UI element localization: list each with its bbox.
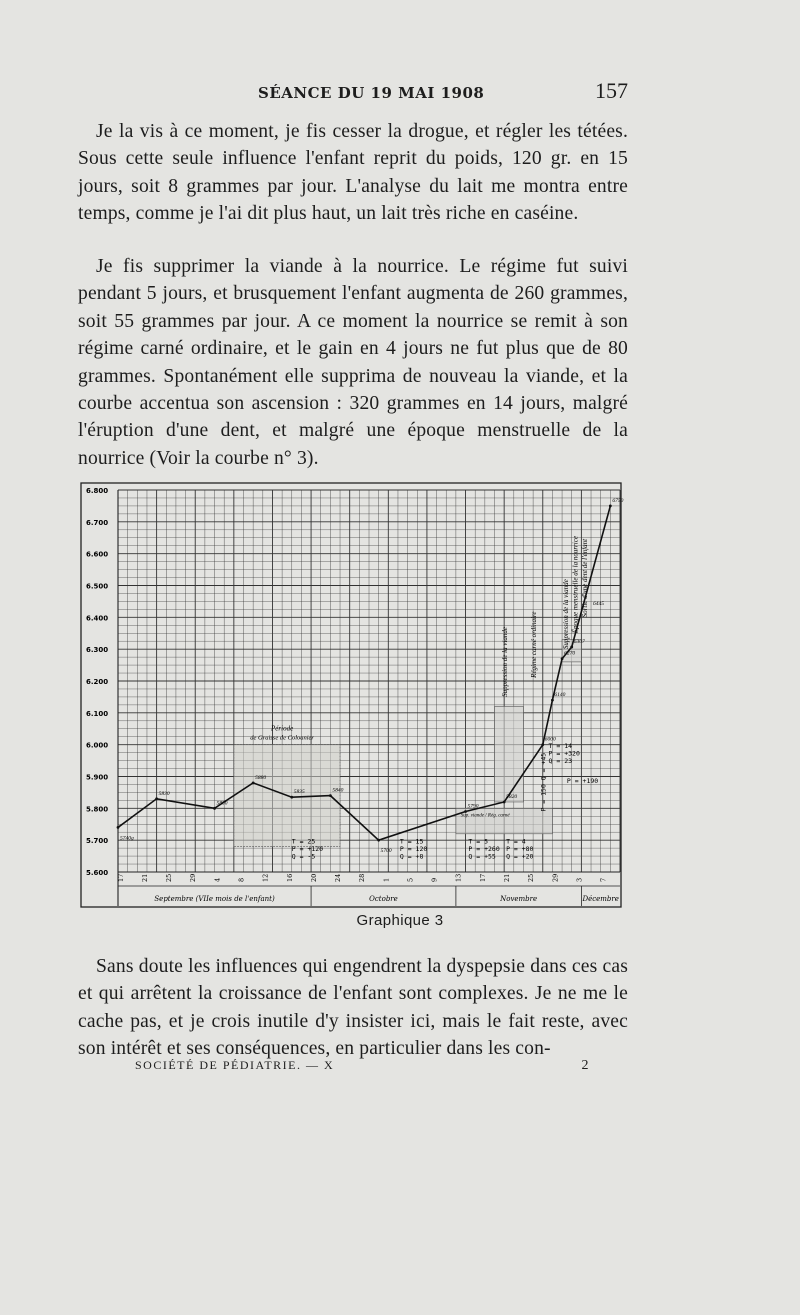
data-point (541, 743, 544, 746)
stats-box-e: P = +320 (548, 749, 580, 758)
period-label-2: de Graisse de Coloanier (250, 734, 314, 742)
x-day-label: 16 (285, 873, 294, 882)
paragraph-2: Je fis supprimer la viande à la nourrice. Le régime fut suivi pendant 5 jours, et brusquement l'enfant augmenta de 260 grammes, soit 55 grammes par jour. A ce moment la nourrice se remit à son régime carné ordinaire, et le gain en 4 jours ne fut plus que de 80 grammes. Spontanément elle supprima de nouveau la viande, et la courbe accentua son ascension : 320 grammes en 14 jours, malgré l'éruption d'une dent, et malgré une époque menstruelle de la nourrice (Voir la courbe n° 3). (78, 256, 628, 469)
data-point (377, 839, 380, 842)
month-label: Décembre (582, 895, 619, 903)
data-label: 5740g (120, 835, 134, 842)
annotation-menstrual: Époque menstruelle de la nourrice (571, 536, 580, 634)
y-tick-label: 6.800 (86, 487, 109, 495)
stats-box-a: T = 25 (291, 837, 316, 846)
y-tick-label: 6.200 (86, 678, 109, 686)
running-title: SÉANCE DU 19 MAI 1908 (258, 84, 485, 102)
x-day-label: 13 (454, 873, 463, 882)
data-point (503, 801, 506, 804)
data-point (213, 807, 216, 810)
y-tick-label: 6.100 (86, 709, 109, 718)
x-day-label: 29 (551, 873, 560, 882)
stats-box-e: T = 14 (548, 741, 573, 750)
stats-box-g: P = +190 (566, 776, 599, 785)
y-tick-label: 5.800 (86, 805, 109, 814)
stats-box-c: P = +260 (468, 844, 500, 853)
page-footer (135, 1058, 590, 1073)
data-point (290, 796, 293, 799)
y-tick-label: 6.700 (86, 518, 109, 527)
small-band-box (456, 808, 553, 833)
x-day-label: 8 (237, 877, 246, 882)
x-day-label: 7 (599, 877, 608, 882)
x-day-label: 24 (334, 873, 343, 882)
data-label: 5880 (255, 774, 267, 781)
stats-box-a: P = +120 (291, 844, 324, 853)
data-label: 5830 (158, 790, 170, 797)
data-label: 6307 (573, 638, 585, 645)
data-label: 6750 (612, 497, 624, 504)
month-label: Octobre (369, 895, 398, 903)
x-day-label: 9 (430, 877, 439, 882)
stats-box-c: T = 5 (468, 837, 489, 846)
sheet-number: 2 (581, 1058, 590, 1073)
data-point (551, 699, 554, 702)
annotation-suppression-2: Suppression de la viande (561, 579, 570, 650)
data-point (155, 797, 158, 800)
data-label: 6140 (554, 692, 566, 699)
data-label: 5800 (216, 800, 228, 807)
stats-box-f: P = 150 Q = +45 (539, 752, 548, 812)
annotation-tooth: Sortie d'une dent de l'enfant (581, 538, 590, 618)
period-label-1: Période (271, 724, 294, 733)
x-day-label: 21 (502, 873, 511, 882)
data-point (570, 646, 573, 649)
y-tick-label: 6.600 (86, 550, 109, 559)
data-point (609, 505, 612, 508)
stats-box-b: P = 120 (399, 844, 428, 853)
x-day-label: 1 (382, 877, 391, 882)
y-tick-label: 5.600 (86, 869, 109, 877)
data-label: 5835 (293, 789, 305, 796)
x-day-label: 12 (261, 873, 270, 882)
x-day-label: 17 (478, 873, 487, 882)
paragraph-3: Sans doute les influences qui engendrent la dyspepsie dans ces cas et qui arrêtent la croissance de l'enfant sont complexes. Je ne me le cache pas, et je crois inutile d'y insister ici, mais le fait reste, avec son intérêt et ses conséquences, en particulier dans les con- (78, 956, 628, 1060)
weight-chart-svg (80, 482, 622, 910)
data-label: 5820 (506, 793, 518, 800)
data-point (464, 810, 467, 813)
stats-box-d: P = +80 (506, 844, 534, 853)
x-day-label: 29 (189, 873, 198, 882)
data-label: 6445 (593, 601, 605, 608)
x-day-label: 28 (358, 873, 367, 882)
data-point (252, 781, 255, 784)
x-day-label: 25 (527, 873, 536, 882)
paragraph-1: Je la vis à ce moment, je fis cesser la drogue, et régler les tétées. Sous cette seule influence l'enfant reprit du poids, 120 gr. en 15 jours, soit 8 grammes par jour. L'analyse du lait me montra entre temps, comme je l'ai dit plus haut, un lait très riche en caséine. (78, 121, 628, 225)
stats-box-b: Q = +8 (399, 852, 424, 861)
data-point (329, 794, 332, 797)
x-day-label: 20 (309, 873, 318, 882)
y-tick-label: 6.000 (86, 741, 109, 750)
figure-caption: Graphique 3 (356, 912, 444, 929)
small-band-label: Sup. viande / Rég. carné (460, 813, 510, 819)
page-number: 157 (595, 78, 628, 103)
x-day-label: 21 (140, 873, 149, 882)
suppression-box (495, 706, 524, 802)
stats-box-b: T = 15 (399, 837, 424, 846)
chart-frame (81, 483, 624, 907)
y-tick-label: 6.300 (86, 646, 109, 655)
y-tick-label: 5.700 (86, 837, 109, 846)
x-day-label: 4 (213, 877, 222, 882)
stats-box-d: T = 4 (506, 837, 526, 846)
weight-chart (80, 482, 622, 910)
data-point (561, 657, 564, 660)
annotation-suppression-1: Suppression de la viande (501, 626, 510, 697)
stats-box-a: Q = -5 (291, 852, 316, 861)
data-label: 5790 (467, 803, 479, 810)
stats-box-d: Q = +20 (506, 852, 534, 861)
month-label: Novembre (500, 895, 538, 903)
annotation-regime: Régime carné ordinaire (530, 611, 539, 678)
data-label: 5840 (332, 787, 344, 794)
x-day-label: 17 (116, 873, 125, 882)
page-header (78, 78, 628, 108)
data-point (117, 826, 120, 829)
data-label: 6000 (544, 736, 556, 743)
stats-box-c: Q = +55 (468, 852, 496, 861)
y-tick-label: 6.500 (86, 582, 109, 591)
data-label: 6270 (564, 650, 576, 657)
footer-signature: SOCIÉTÉ DE PÉDIATRIE. — X (135, 1058, 335, 1072)
data-label: 5700 (380, 848, 392, 855)
x-day-label: 5 (406, 877, 415, 882)
x-day-label: 3 (575, 877, 584, 882)
y-tick-label: 6.400 (86, 614, 109, 623)
x-day-label: 25 (165, 873, 174, 882)
y-tick-label: 5.900 (86, 773, 109, 782)
month-label: Septembre (VIIe mois de l'enfant) (154, 895, 275, 903)
stats-box-e: Q = 23 (548, 756, 573, 765)
